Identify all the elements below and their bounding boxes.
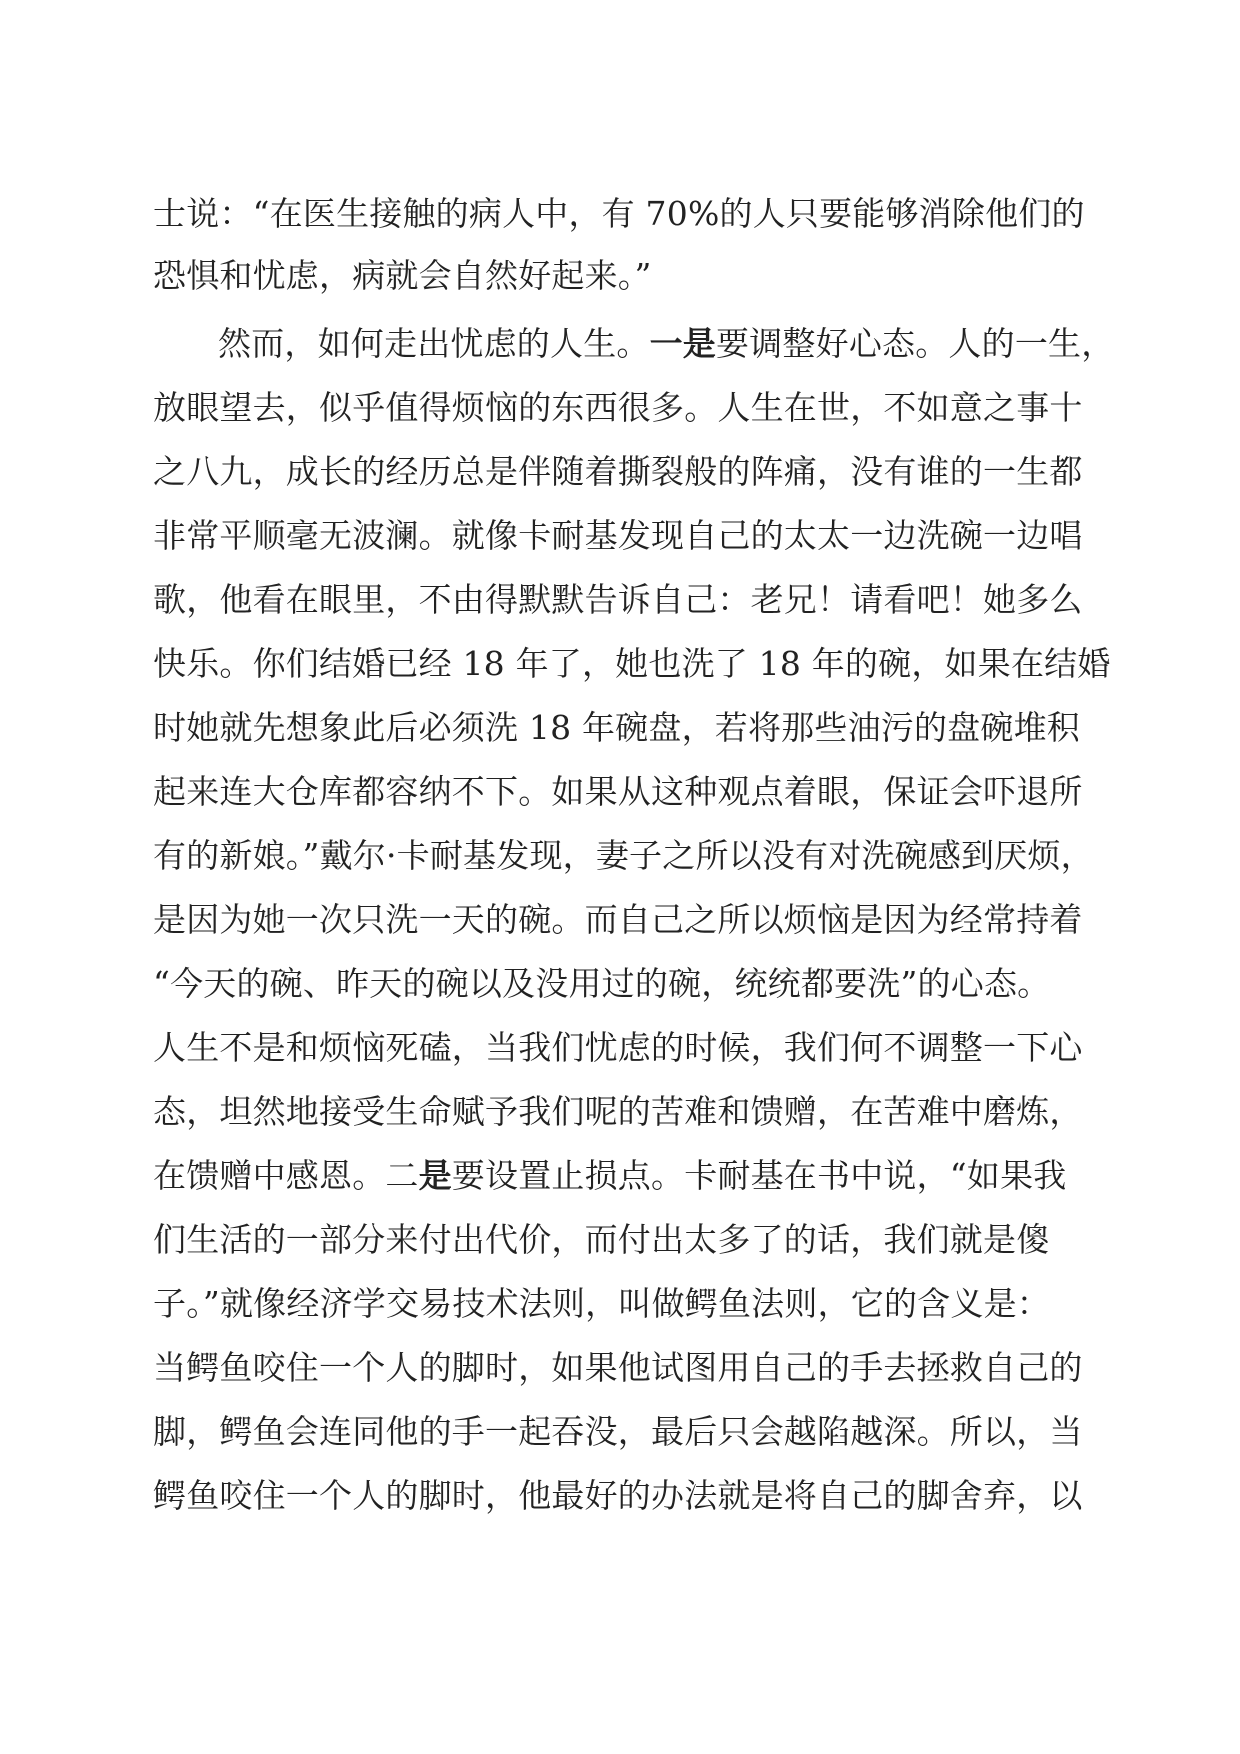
text-line-14: 人生不是和烦恼死磕，当我们忧虑的时候，我们何不调整一下心 bbox=[153, 1028, 1083, 1067]
text-line-1: 士说：“在医生接触的病人中，有 70%的人只要能够消除他们的 bbox=[153, 194, 1085, 233]
text-line-15: 态，坦然地接受生命赋予我们呢的苦难和馈赠，在苦难中磨炼， bbox=[153, 1092, 1083, 1131]
text-line-2: 恐惧和忧虑，病就会自然好起来。” bbox=[153, 256, 652, 295]
paragraph-start-line bbox=[218, 324, 1114, 364]
text-line-17: 们生活的一部分来付出代价，而付出太多了的话，我们就是傻 bbox=[153, 1220, 1050, 1259]
text-line-10: 起来连大仓库都容纳不下。如果从这种观点着眼，保证会吓退所 bbox=[153, 772, 1083, 811]
text-line-16 bbox=[153, 1156, 1066, 1196]
paragraph-opening-text: 然而，如何走出忧虑的人生。 bbox=[218, 324, 650, 363]
text-line-7: 歌，他看在眼里，不由得默默告诉自己：老兄！请看吧！她多么 bbox=[153, 580, 1083, 619]
text-line-20: 脚，鳄鱼会连同他的手一起吞没，最后只会越陷越深。所以，当 bbox=[153, 1412, 1083, 1451]
point-two-lead-text: 在馈赠中感恩。二 bbox=[153, 1156, 419, 1195]
text-line-18: 子。”就像经济学交易技术法则，叫做鳄鱼法则，它的含义是： bbox=[153, 1284, 1050, 1323]
text-line-12: 是因为她一次只洗一天的碗。而自己之所以烦恼是因为经常持着 bbox=[153, 900, 1083, 939]
point-two-text: 要设置止损点。卡耐基在书中说，“如果我 bbox=[451, 1156, 1067, 1195]
text-line-21: 鳄鱼咬住一个人的脚时，他最好的办法就是将自己的脚舍弃，以 bbox=[153, 1476, 1083, 1515]
text-line-13: “今天的碗、昨天的碗以及没用过的碗，统统都要洗”的心态。 bbox=[153, 964, 1051, 1003]
text-line-4: 放眼望去，似乎值得烦恼的东西很多。人生在世，不如意之事十 bbox=[153, 388, 1083, 427]
point-one-marker: 一是 bbox=[649, 324, 717, 363]
text-line-11: 有的新娘。”戴尔·卡耐基发现，妻子之所以没有对洗碗感到厌烦， bbox=[153, 836, 1094, 875]
text-line-19: 当鳄鱼咬住一个人的脚时，如果他试图用自己的手去拯救自己的 bbox=[153, 1348, 1083, 1387]
point-two-marker: 是 bbox=[418, 1156, 452, 1195]
text-line-8: 快乐。你们结婚已经 18 年了，她也洗了 18 年的碗，如果在结婚 bbox=[153, 644, 1111, 683]
text-line-9: 时她就先想象此后必须洗 18 年碗盘，若将那些油污的盘碗堆积 bbox=[153, 708, 1080, 747]
text-line-5: 之八九，成长的经历总是伴随着撕裂般的阵痛，没有谁的一生都 bbox=[153, 452, 1083, 491]
text-line-6: 非常平顺毫无波澜。就像卡耐基发现自己的太太一边洗碗一边唱 bbox=[153, 516, 1083, 555]
point-one-text: 要调整好心态。人的一生， bbox=[716, 324, 1115, 363]
